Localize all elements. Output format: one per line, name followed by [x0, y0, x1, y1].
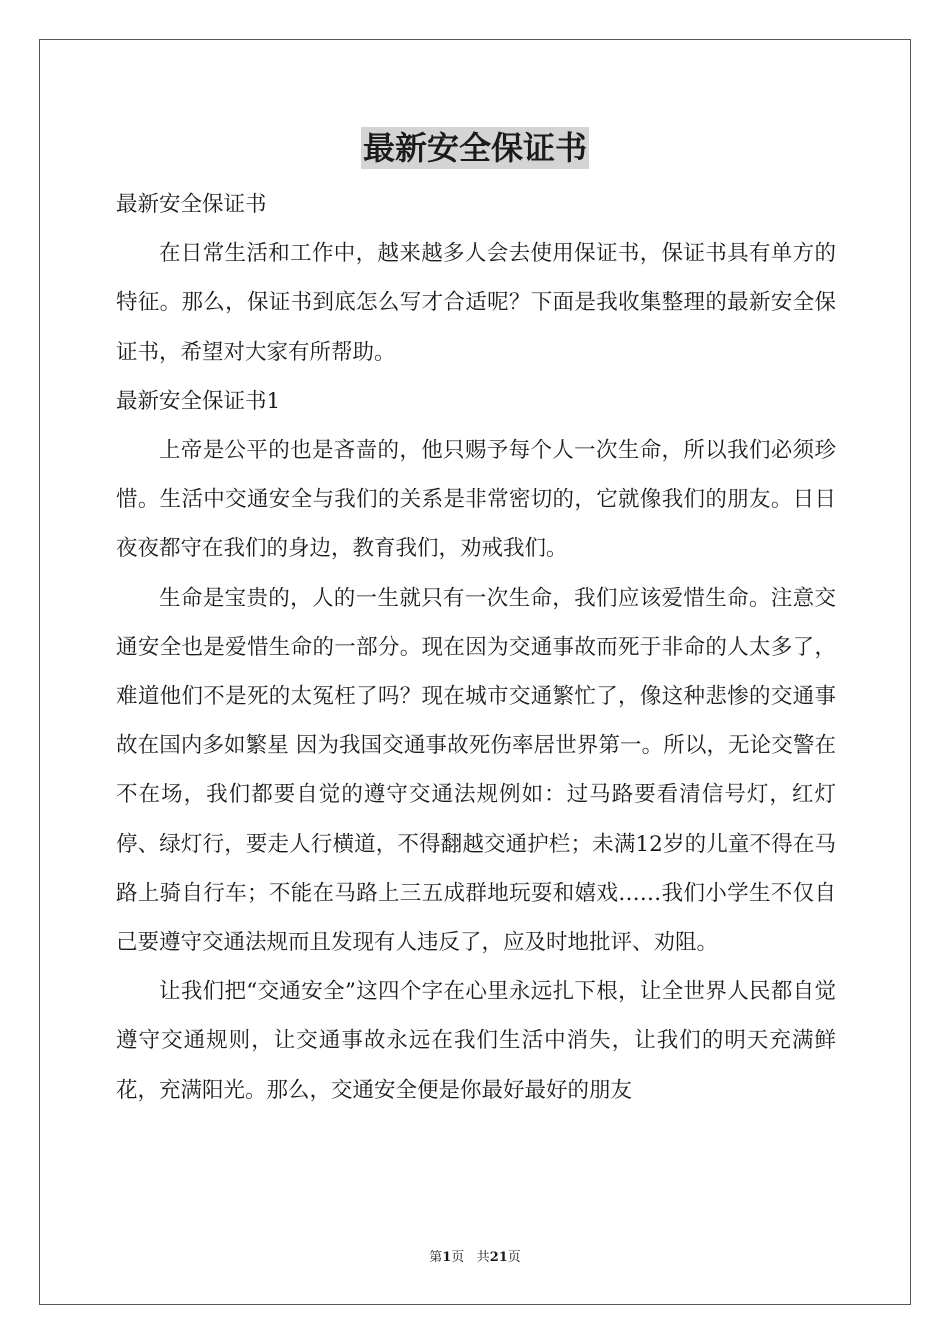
document-subtitle: 最新安全保证书 [116, 192, 267, 217]
section-paragraph-2: 生命是宝贵的，人的一生就只有一次生命，我们应该爱惜生命。注意交通安全也是爱惜生命的一部分。现在因为交通事故而死于非命的人太多了，难道他们不是死的太冤枉了吗？现在城市交通繁忙了，像这种悲惨的交通事故在国内多如繁星 因为我国交通事故死伤率居世界第一。所以，无论交警在不在场，我们都要自觉的遵守交通法规例如：过马路要看清信号灯，红灯停、绿灯行，要走人行横道，不得翻越交通护栏；未满12岁的儿童不得在马路上骑自行车；不能在马路上三五成群地玩耍和嬉戏……我们小学生不仅自己要遵守交通法规而且发现有人违反了，应及时地批评、劝阻。 [116, 585, 836, 956]
page-footer [0, 1246, 950, 1265]
section-heading: 最新安全保证书1 [116, 388, 281, 414]
page-number: 1 [442, 1250, 452, 1265]
intro-paragraph: 在日常生活和工作中，越来越多人会去使用保证书，保证书具有单方的特征。那么，保证书到底怎么写才合适呢？下面是我收集整理的最新安全保证书，希望对大家有所帮助。 [116, 241, 836, 365]
section-paragraph-3: 让我们把“交通安全”这四个字在心里永远扎下根，让全世界人民都自觉遵守交通规则，让交通事故永远在我们生活中消失，让我们的明天充满鲜花，充满阳光。那么，交通安全便是你最好最好的朋友 [116, 979, 836, 1103]
document-title: 最新安全保证书 [362, 129, 587, 167]
title-wrap [0, 127, 950, 169]
page-suffix: 页 [451, 1250, 465, 1265]
page-prefix: 第 [429, 1250, 443, 1265]
total-suffix: 页 [507, 1250, 521, 1265]
total-pages: 21 [489, 1250, 508, 1265]
document-body [116, 180, 836, 1115]
total-prefix: 共 [476, 1250, 490, 1265]
section-paragraph-1: 上帝是公平的也是吝啬的，他只赐予每个人一次生命，所以我们必须珍惜。生活中交通安全与我们的关系是非常密切的，它就像我们的朋友。日日夜夜都守在我们的身边，教育我们，劝戒我们。 [116, 438, 836, 562]
